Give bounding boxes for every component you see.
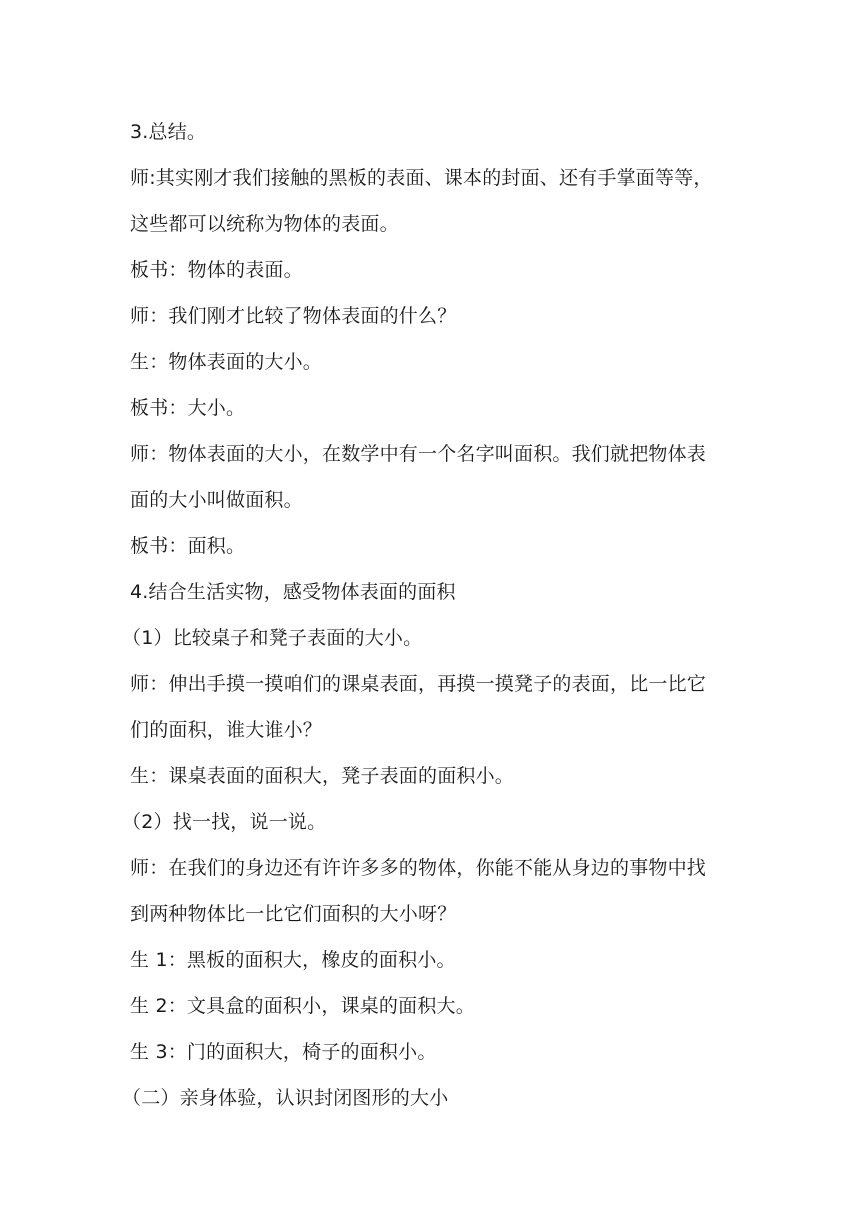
teacher-line-continued: 这些都可以统称为物体的表面。 <box>130 213 399 235</box>
student-1-line: 生 1：黑板的面积大，橡皮的面积小。 <box>130 949 456 971</box>
teacher-line-continued: 们的面积，谁大谁小？ <box>130 719 323 741</box>
student-2-line: 生 2：文具盒的面积小，课桌的面积大。 <box>130 995 475 1017</box>
board-note: 板书：大小。 <box>130 397 246 419</box>
section-heading-closed-shapes: （二）亲身体验，认识封闭图形的大小 <box>122 1087 449 1109</box>
document-body <box>122 109 736 1121</box>
teacher-line-continued: 面的大小叫做面积。 <box>130 489 303 511</box>
section-heading-summary: 3.总结。 <box>130 121 207 143</box>
teacher-line: 师:其实刚才我们接触的黑板的表面、课本的封面、还有手掌面等等， <box>130 167 713 189</box>
section-heading-real-objects: 4.结合生活实物，感受物体表面的面积 <box>130 581 456 603</box>
board-note: 板书：面积。 <box>130 535 246 557</box>
student-3-line: 生 3：门的面积大，椅子的面积小。 <box>130 1041 437 1063</box>
board-note: 板书：物体的表面。 <box>130 259 303 281</box>
student-line: 生：课桌表面的面积大，凳子表面的面积小。 <box>130 765 515 787</box>
student-line: 生：物体表面的大小。 <box>130 351 323 373</box>
subsection-heading-1: （1）比较桌子和凳子表面的大小。 <box>122 627 423 649</box>
teacher-line: 师：在我们的身边还有许许多多的物体，你能不能从身边的事物中找 <box>130 857 707 879</box>
subsection-heading-2: （2）找一找，说一说。 <box>122 811 327 833</box>
teacher-line: 师：物体表面的大小，在数学中有一个名字叫面积。我们就把物体表 <box>130 443 707 465</box>
teacher-line: 师：伸出手摸一摸咱们的课桌表面，再摸一摸凳子的表面，比一比它 <box>130 673 707 695</box>
teacher-line-continued: 到两种物体比一比它们面积的大小呀？ <box>130 903 457 925</box>
teacher-line: 师：我们刚才比较了物体表面的什么？ <box>130 305 457 327</box>
